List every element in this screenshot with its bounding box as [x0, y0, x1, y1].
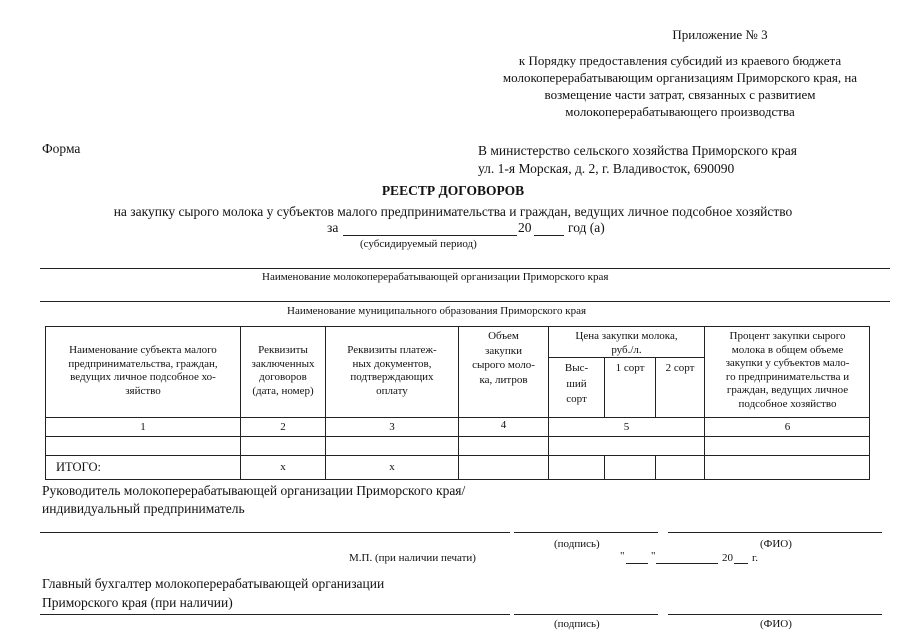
- header-percent-l2: молока в общем объеме: [731, 343, 844, 356]
- header-percent-l6: подсобное хозяйство: [738, 397, 837, 410]
- header-volume-l2: закупки: [484, 344, 523, 357]
- header-volume-l1: Объем: [488, 330, 519, 342]
- appendix-line-4: молокоперерабатывающего производства: [565, 104, 795, 119]
- recipient-line-1: В министерство сельского хозяйства Приморского края: [478, 143, 797, 158]
- head-title-line-1: Руководитель молокоперерабатывающей организации Приморского края/: [42, 483, 466, 498]
- header-top-grade-l1: Выс-: [564, 362, 589, 374]
- col-number-5: 5: [623, 421, 630, 433]
- header-percent: [705, 330, 870, 411]
- date-suffix: г.: [752, 552, 759, 564]
- header-payment-l2: ных документов,: [352, 357, 432, 370]
- data-row-bottom-sep: [45, 455, 870, 456]
- col-number-3: 3: [389, 421, 395, 433]
- date-quote-open: ": [620, 550, 625, 562]
- header-subject-name-l3: ведущих личное подсобное хо-: [70, 371, 216, 383]
- price-sub-sep: [548, 357, 704, 358]
- header-contract-l1: Реквизиты: [258, 344, 308, 356]
- header-subject-name-l1: Наименование субъекта малого: [69, 344, 217, 356]
- org-name-line: [40, 268, 890, 269]
- header-payment-l4: оплату: [376, 384, 408, 397]
- org-caption: Наименование молокоперерабатывающей организации Приморского края: [262, 271, 609, 283]
- accountant-signature-line: [40, 614, 510, 615]
- col-sep-5a-total: [604, 455, 605, 480]
- accountant-sign-line: [514, 614, 658, 615]
- period-prefix: за: [327, 220, 339, 235]
- accountant-name-caption: (ФИО): [760, 618, 792, 630]
- municipality-caption: Наименование муниципального образования Приморского края: [287, 305, 587, 317]
- header-contract-l4: (дата, номер): [252, 384, 314, 397]
- accountant-title-line-1: Главный бухгалтер молокоперерабатывающей организации: [42, 576, 385, 591]
- date-year: 20: [722, 552, 733, 564]
- form-label: Форма: [42, 141, 81, 156]
- header-volume: [459, 330, 548, 387]
- col-sep-5b-total: [655, 455, 656, 480]
- header-payment-l1: Реквизиты платеж-: [347, 344, 437, 356]
- header-payment-l3: подтверждающих: [350, 371, 434, 383]
- header-percent-l4: го предпринимательства и: [725, 370, 850, 383]
- registry-title: РЕЕСТР ДОГОВОРОВ: [381, 183, 525, 198]
- date-quote-close: ": [651, 550, 656, 562]
- header-percent-l5: граждан, ведущих личное: [726, 384, 849, 396]
- total-col-3: х: [389, 461, 395, 473]
- header-price-grade-1: 1 сорт: [615, 362, 645, 374]
- head-name-caption: (ФИО): [760, 538, 792, 550]
- header-contract-l3: договоров: [259, 371, 307, 383]
- appendix-title: Приложение № 3: [672, 27, 768, 42]
- total-label: ИТОГО:: [56, 460, 101, 474]
- header-bottom-sep: [45, 417, 870, 418]
- header-percent-l3: закупки у субъектов мало-: [725, 357, 850, 369]
- header-top-grade-l3: сорт: [566, 393, 587, 405]
- registry-subtitle: на закупку сырого молока у субъектов малого предпринимательства и граждан, ведущих личное подсобное хозяйство: [113, 204, 793, 219]
- accountant-sign-caption: (подпись): [554, 618, 600, 630]
- header-subject-name-l4: зяйство: [125, 384, 161, 397]
- header-price-grade-2: 2 сорт: [665, 362, 695, 374]
- header-subject-name-l2: предпринимательства, граждан,: [68, 357, 218, 370]
- period-suffix: год (а): [568, 220, 605, 235]
- stamp-caption: М.П. (при наличии печати): [349, 552, 476, 564]
- date-year-blank: [734, 563, 748, 564]
- head-sign-caption: (подпись): [554, 538, 600, 550]
- head-sign-line: [514, 532, 658, 533]
- header-contract-l2: заключенных: [251, 357, 315, 370]
- period-year: 20: [518, 220, 532, 235]
- municipality-line: [40, 301, 890, 302]
- col-number-2: 2: [280, 421, 286, 433]
- accountant-title-line-2: Приморского края (при наличии): [42, 595, 233, 610]
- header-price: [549, 330, 704, 357]
- numbers-bottom-sep: [45, 436, 870, 437]
- head-name-line: [668, 532, 882, 533]
- header-top-grade-l2: ший: [566, 377, 587, 390]
- header-percent-l1: Процент закупки сырого: [729, 330, 846, 342]
- header-volume-l4: ка, литров: [479, 373, 528, 386]
- date-month-blank: [656, 563, 718, 564]
- period-year-blank: [534, 235, 564, 236]
- appendix-line-3: возмещение части затрат, связанных с развитием: [544, 87, 816, 102]
- head-signature-line: [40, 532, 510, 533]
- col-number-6: 6: [784, 421, 791, 433]
- header-price-top-grade: [549, 362, 604, 407]
- head-title-line-2: индивидуальный предприниматель: [42, 501, 245, 516]
- header-contract-details: [241, 344, 325, 398]
- total-col-2: х: [280, 461, 286, 473]
- period-caption: (субсидируемый период): [360, 238, 477, 250]
- col-number-1: 1: [140, 421, 146, 433]
- appendix-line-1: к Порядку предоставления субсидий из краевого бюджета: [518, 53, 842, 68]
- accountant-name-line: [668, 614, 882, 615]
- header-price-l1: Цена закупки молока,: [575, 330, 678, 342]
- date-day-blank: [626, 563, 648, 564]
- recipient-line-2: ул. 1-я Морская, д. 2, г. Владивосток, 690090: [478, 161, 735, 176]
- col-number-4: 4: [500, 419, 507, 431]
- appendix-line-2: молокоперерабатывающим организациям Приморского края, на: [502, 70, 858, 85]
- header-volume-l3: сырого моло-: [472, 359, 535, 371]
- appendix-block: [470, 26, 890, 120]
- header-price-l2: руб./л.: [611, 343, 642, 356]
- header-payment-details: [326, 344, 458, 398]
- period-blank: [343, 235, 517, 236]
- header-subject-name: [47, 344, 239, 398]
